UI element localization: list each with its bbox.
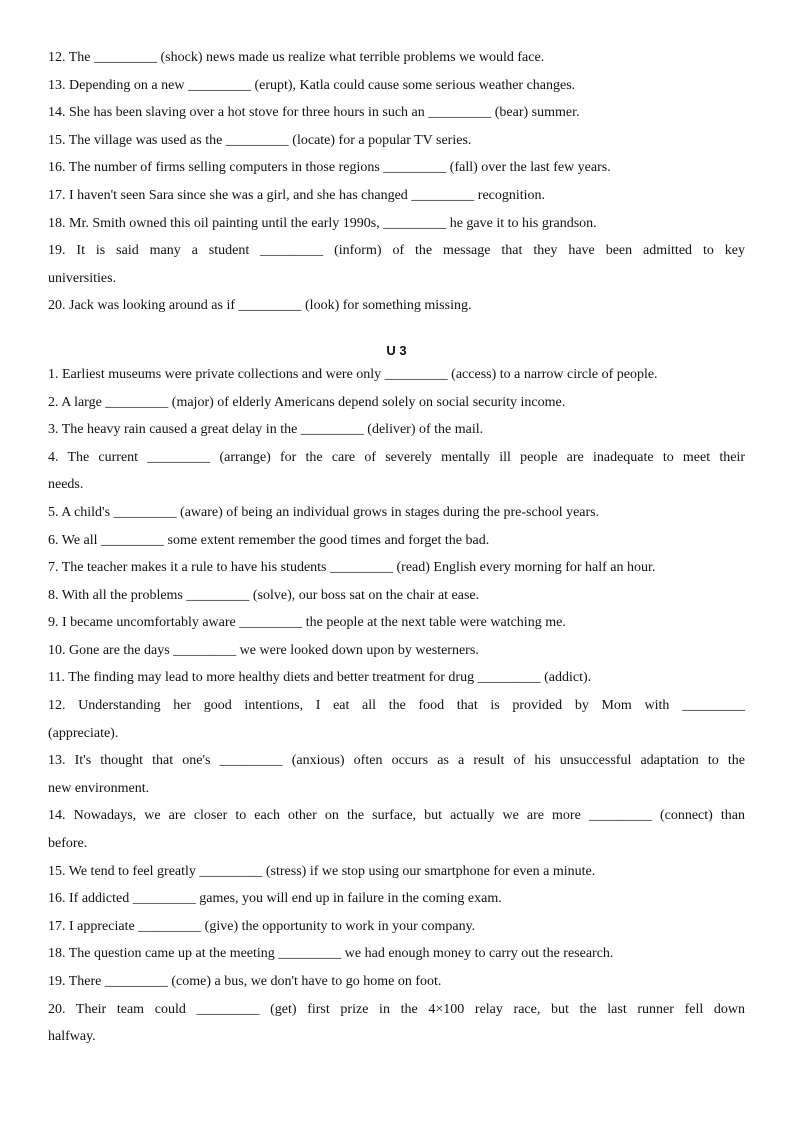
question-line: 11. The finding may lead to more healthy diets and better treatment for drug _________ (addict).	[48, 670, 592, 686]
question-line: 9. I became uncomfortably aware _________ the people at the next table were watching me.	[48, 615, 566, 631]
question-line: universities.	[48, 270, 117, 286]
question-line: 15. We tend to feel greatly _________ (stress) if we stop using our smartphone for even a minute.	[48, 863, 596, 879]
question-line: 12. The _________ (shock) news made us realize what terrible problems we would face.	[48, 50, 545, 65]
question-line: 19. It is said many a student _________ (inform) of the message that they have been admitted to key	[48, 243, 745, 259]
question-line: 3. The heavy rain caused a great delay in the _________ (deliver) of the mail.	[48, 422, 484, 438]
question-line: needs.	[48, 477, 84, 493]
question-line: before.	[48, 836, 88, 852]
question-line: 19. There _________ (come) a bus, we don't have to go home on foot.	[48, 974, 442, 989]
question-line: 15. The village was used as the _________ (locate) for a popular TV series.	[48, 132, 472, 148]
question-line: 13. It's thought that one's _________ (anxious) often occurs as a result of his unsuccessful adaptation to the	[48, 753, 745, 769]
question-line: 17. I haven't seen Sara since she was a girl, and she has changed _________ recognition.	[48, 187, 546, 203]
question-line: 4. The current _________ (arrange) for the care of severely mentally ill people are inadequate to meet their	[48, 449, 745, 465]
question-line: 17. I appreciate _________ (give) the opportunity to work in your company.	[48, 918, 476, 934]
exercise-section-continued	[48, 44, 745, 320]
worksheet-page	[48, 44, 745, 1051]
question-line: 20. Their team could _________ (get) first prize in the 4×100 relay race, but the last runner fell down	[48, 1001, 745, 1017]
exercise-section-u3	[48, 361, 745, 1051]
question-line: 13. Depending on a new _________ (erupt), Katla could cause some serious weather changes.	[48, 77, 576, 93]
question-line: halfway.	[48, 1029, 96, 1045]
question-line: 6. We all _________ some extent remember the good times and forget the bad.	[48, 532, 490, 548]
question-line: 20. Jack was looking around as if _________ (look) for something missing.	[48, 298, 472, 314]
question-line: 10. Gone are the days _________ we were looked down upon by westerners.	[48, 642, 479, 658]
question-line: 2. A large _________ (major) of elderly Americans depend solely on social security income.	[48, 394, 566, 410]
section-heading: U 3	[386, 342, 407, 358]
question-line: 14. She has been slaving over a hot stove for three hours in such an _________ (bear) summer.	[48, 105, 580, 121]
question-line: 12. Understanding her good intentions, I eat all the food that is provided by Mom with _________	[48, 698, 745, 714]
question-line: 7. The teacher makes it a rule to have his students _________ (read) English every morning for half an hour.	[48, 560, 656, 576]
question-line: new environment.	[48, 780, 150, 796]
question-line: 8. With all the problems _________ (solve), our boss sat on the chair at ease.	[48, 587, 480, 603]
question-line: 1. Earliest museums were private collections and were only _________ (access) to a narrow circle of people.	[48, 366, 658, 382]
question-line: 14. Nowadays, we are closer to each other on the surface, but actually we are more _________ (connect) than	[48, 808, 745, 824]
question-line: 18. The question came up at the meeting _________ we had enough money to carry out the research.	[48, 946, 614, 962]
question-line: 16. The number of firms selling computers in those regions _________ (fall) over the last few years.	[48, 160, 611, 176]
question-line: 5. A child's _________ (aware) of being an individual grows in stages during the pre-school years.	[48, 504, 600, 520]
question-line: 18. Mr. Smith owned this oil painting until the early 1990s, _________ he gave it to his grandson.	[48, 215, 597, 231]
question-line: (appreciate).	[48, 725, 119, 741]
question-line: 16. If addicted _________ games, you will end up in failure in the coming exam.	[48, 891, 502, 907]
